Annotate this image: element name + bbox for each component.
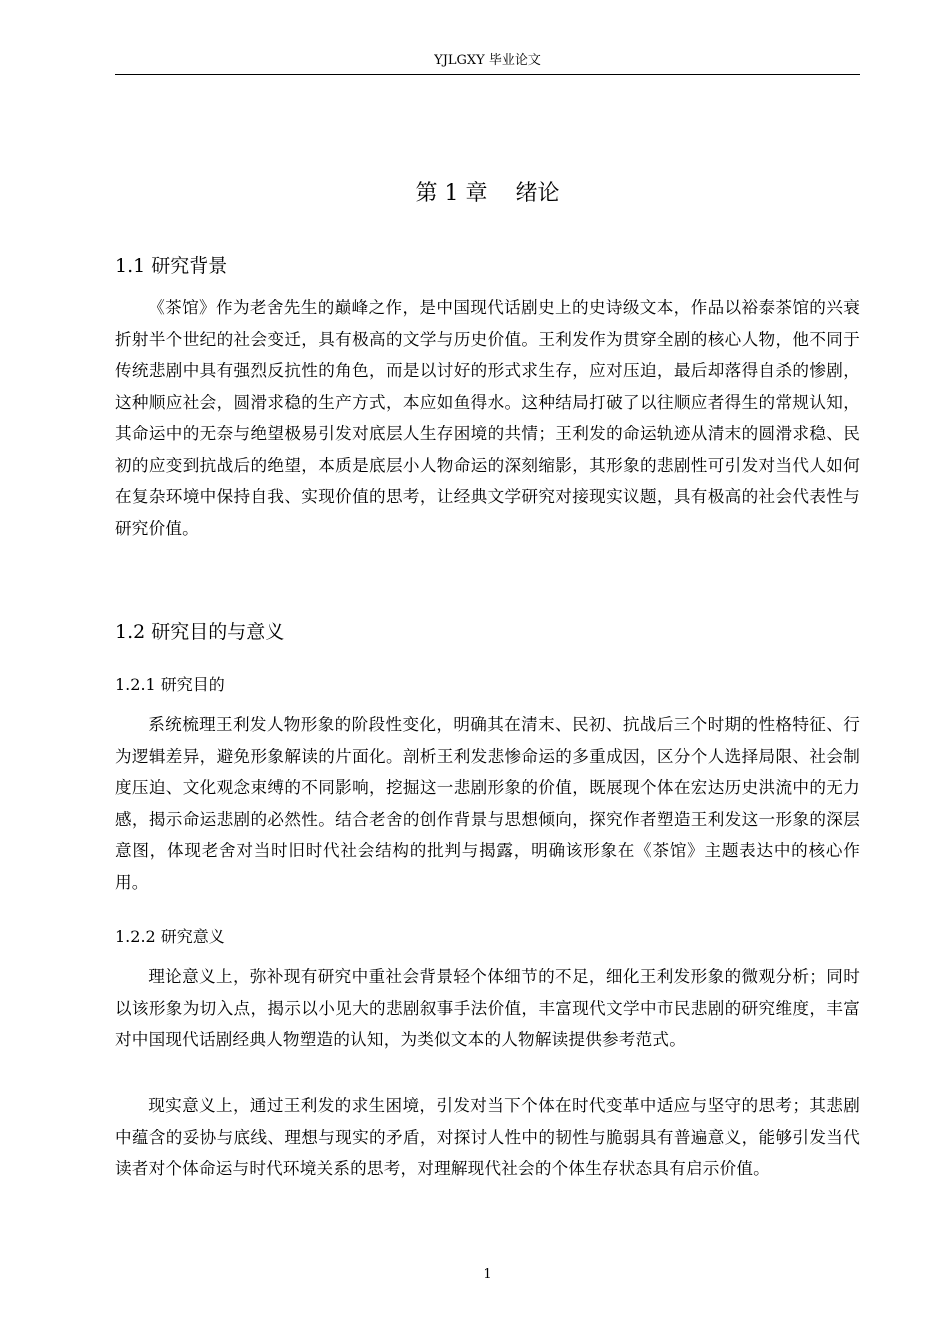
page-number: 1: [483, 1267, 492, 1282]
section-heading-1-2-2: 1.2.2 研究意义: [115, 927, 225, 946]
chapter-title: 第 1 章 绪论: [415, 181, 560, 206]
section-1-2-2-paragraph-2: 现实意义上，通过王利发的求生困境，引发对当下个体在时代变革中适应与坚守的思考；其悲剧中蕴含的妥协与底线、理想与现实的矛盾，对探讨人性中的韧性与脆弱具有普遍意义，能够引发当代读者对个体命运与时代环境关系的思考，对理解现代社会的个体生存状态具有启示价值。: [115, 1096, 860, 1178]
page-header: [115, 52, 860, 75]
section-heading-1-2-1: 1.2.1 研究目的: [115, 675, 225, 694]
section-1-2-2-paragraph-1: 理论意义上，弥补现有研究中重社会背景轻个体细节的不足，细化王利发形象的微观分析；同时以该形象为切入点，揭示以小见大的悲剧叙事手法价值，丰富现代文学中市民悲剧的研究维度，丰富对中国现代话剧经典人物塑造的认知，为类似文本的人物解读提供参考范式。: [115, 967, 860, 1049]
section-1-1-paragraph: 《茶馆》作为老舍先生的巅峰之作，是中国现代话剧史上的史诗级文本，作品以裕泰茶馆的兴衰折射半个世纪的社会变迁，具有极高的文学与历史价值。王利发作为贯穿全剧的核心人物，他不同于传统悲剧中具有强烈反抗性的角色，而是以讨好的形式求生存，应对压迫，最后却落得自杀的惨剧，这种顺应社会，圆滑求稳的生产方式，本应如鱼得水。这种结局打破了以往顺应者得生的常规认知，其命运中的无奈与绝望极易引发对底层人生存困境的共情；王利发的命运轨迹从清末的圆滑求稳、民初的应变到抗战后的绝望，本质是底层小人物命运的深刻缩影，其形象的悲剧性可引发对当代人如何在复杂环境中保持自我、实现价值的思考，让经典文学研究对接现实议题，具有极高的社会代表性与研究价值。: [115, 298, 860, 538]
section-heading-1-2: 1.2 研究目的与意义: [115, 621, 285, 643]
section-1-2-1-paragraph: 系统梳理王利发人物形象的阶段性变化，明确其在清末、民初、抗战后三个时期的性格特征、行为逻辑差异，避免形象解读的片面化。剖析王利发悲惨命运的多重成因，区分个人选择局限、社会制度压迫、文化观念束缚的不同影响，挖掘这一悲剧形象的价值，既展现个体在宏达历史洪流中的无力感，揭示命运悲剧的必然性。结合老舍的创作背景与思想倾向，探究作者塑造王利发这一形象的深层意图，体现老舍对当时旧时代社会结构的批判与揭露，明确该形象在《茶馆》主题表达中的核心作用。: [115, 715, 860, 892]
section-heading-1-1: 1.1 研究背景: [115, 255, 228, 277]
header-text: YJLGXY 毕业论文: [434, 53, 541, 68]
